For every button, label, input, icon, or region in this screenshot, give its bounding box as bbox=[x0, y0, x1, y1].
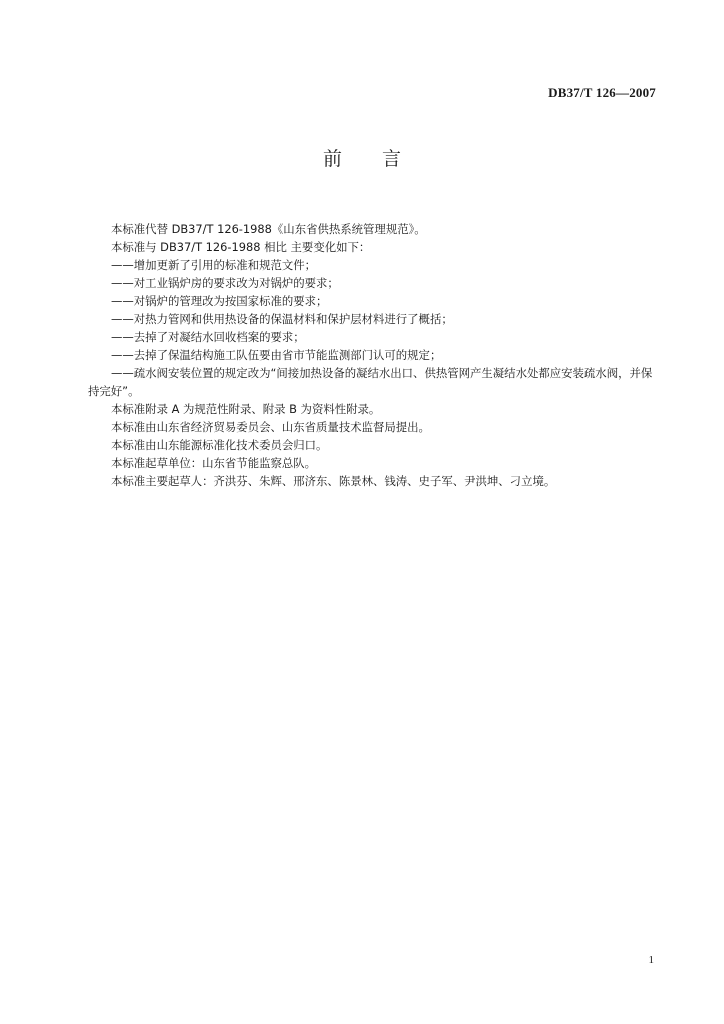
page-title: 前言 bbox=[322, 148, 441, 170]
paragraph-changes-intro: 本标准与 DB37/T 126-1988 相比 主要变化如下： bbox=[111, 240, 371, 254]
change-item-insulation: ——对热力管网和供用热设备的保温材料和保护层材料进行了概括； bbox=[111, 312, 453, 326]
paragraph-appendix: 本标准附录 A 为规范性附录、附录 B 为资料性附录。 bbox=[111, 402, 381, 416]
change-item-boiler-management: ——对锅炉的管理改为按国家标准的要求； bbox=[111, 294, 328, 308]
change-item-construction-team: ——去掉了保温结构施工队伍要由省市节能监测部门认可的规定； bbox=[111, 348, 442, 362]
change-item-references: ——增加更新了引用的标准和规范文件； bbox=[111, 258, 317, 272]
change-item-steam-trap: ——疏水阀安装位置的规定改为“间接加热设备的凝结水出口、供热管网产生凝结水处都应安装疏水阀，并保持完好”。 bbox=[88, 366, 653, 398]
paragraph-proposed-by: 本标准由山东省经济贸易委员会、山东省质量技术监督局提出。 bbox=[111, 420, 430, 434]
page-number: 1 bbox=[648, 954, 654, 966]
paragraph-drafters: 本标准主要起草人：齐洪芬、朱辉、邢济东、陈景林、钱涛、史子军、尹洪坤、刁立境。 bbox=[111, 474, 556, 488]
foreword-body bbox=[88, 220, 660, 490]
document-code: DB37/T 126—2007 bbox=[548, 85, 656, 100]
change-item-boiler-room: ——对工业锅炉房的要求改为对锅炉的要求； bbox=[111, 276, 339, 290]
paragraph-replaces: 本标准代替 DB37/T 126-1988《山东省供热系统管理规范》。 bbox=[111, 222, 426, 236]
paragraph-centralized-by: 本标准由山东能源标准化技术委员会归口。 bbox=[111, 438, 328, 452]
change-item-condensate-archive: ——去掉了对凝结水回收档案的要求； bbox=[111, 330, 305, 344]
paragraph-drafting-unit: 本标准起草单位：山东省节能监察总队。 bbox=[111, 456, 317, 470]
